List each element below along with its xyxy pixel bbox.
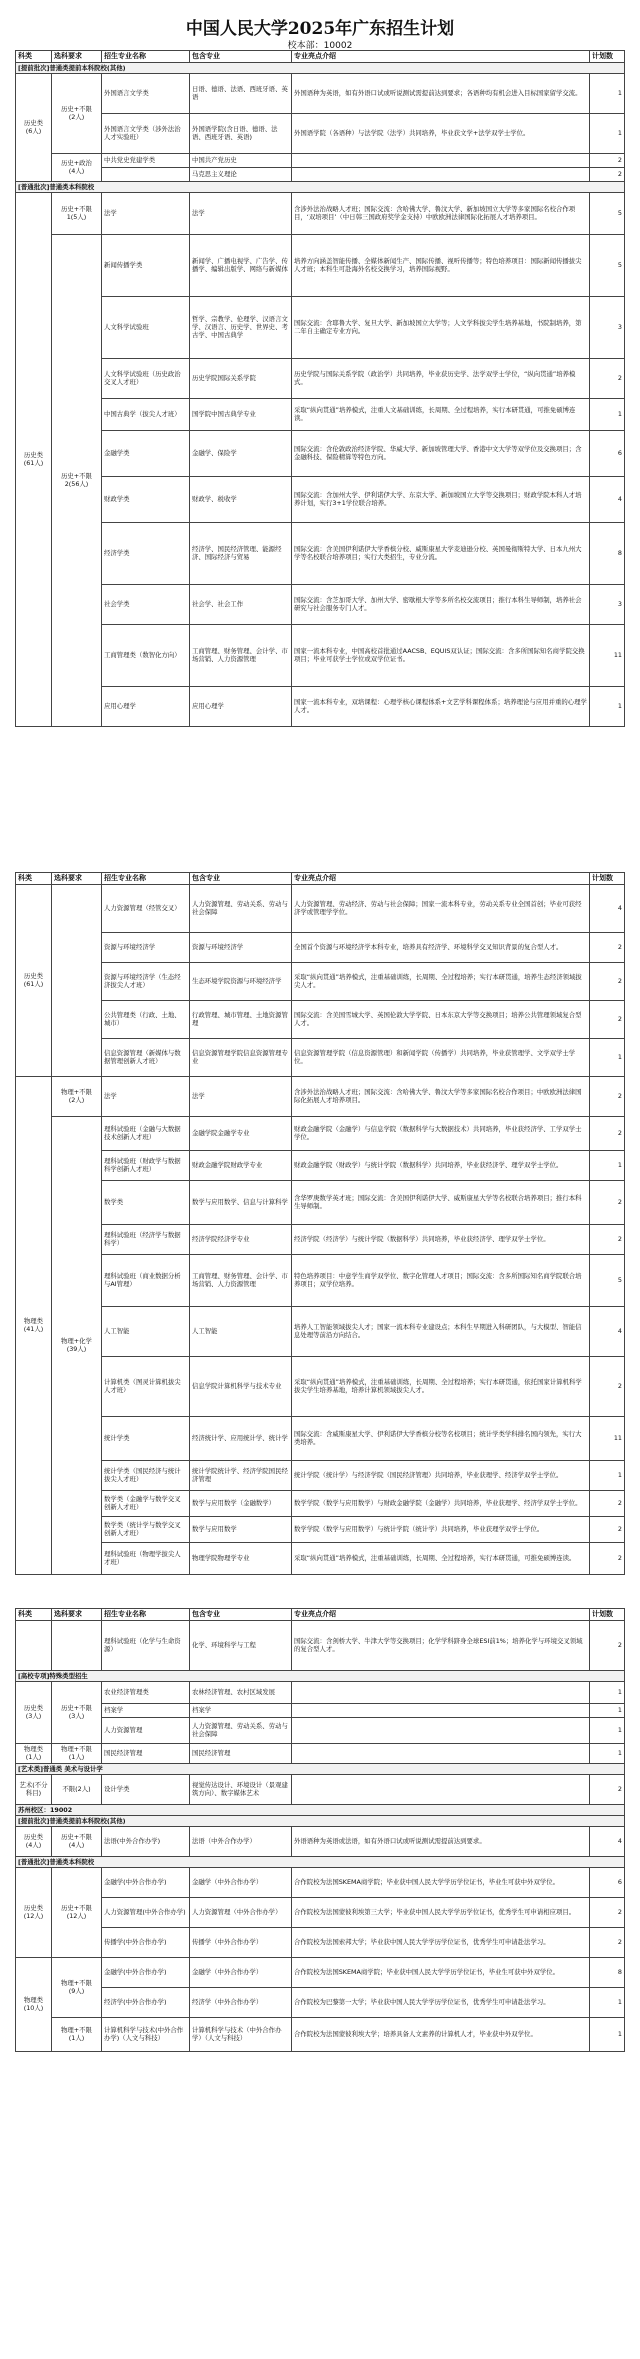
table-cell: 中共党史党建学类 — [102, 153, 190, 167]
table-cell: 1 — [590, 2017, 625, 2051]
table-cell: 特色培养项目：中意学生商学双学位、数字化管理人才项目；国际交流：含多所国际知名商学院联合培养项目；双学位培养。 — [292, 1254, 590, 1306]
campus-code: 校本部：10002 — [287, 41, 353, 51]
table-cell: 新闻学、广播电视学、广告学、传播学、编辑出版学、网络与新媒体 — [190, 234, 292, 296]
table-cell — [292, 167, 590, 181]
table-cell: 物理学院物理学专业 — [190, 1542, 292, 1574]
table-cell: 1 — [590, 1743, 625, 1763]
table-row — [16, 1743, 625, 1763]
table-cell: 应用心理学 — [190, 686, 292, 726]
table-cell: 3 — [590, 584, 625, 624]
table-cell: [普通批次]普通类本科院校 — [16, 1856, 625, 1867]
table-cell: 农林经济管理、农村区域发展 — [190, 1681, 292, 1703]
table-cell: 历史类 (61人) — [16, 192, 52, 726]
table-cell: 理科试验班（经济学与数据科学） — [102, 1224, 190, 1254]
table-cell: 采取“纵向贯通”培养模式，注重基础训练，长周期、全过程培养；实行本研贯通，培养生态经济领域拔尖人才。 — [292, 962, 590, 1000]
table-cell: 金融学(中外合作办学) — [102, 1867, 190, 1897]
table-cell: 人工智能 — [190, 1306, 292, 1356]
table-row — [16, 192, 625, 234]
table-cell: 外国语学院（各语种）与法学院（法学）共同培养，毕业获文学+法学双学士学位。 — [292, 113, 590, 153]
table-cell: 历史+不限 1(5人) — [52, 192, 102, 234]
table-cell: 信息学院计算机科学与技术专业 — [190, 1356, 292, 1416]
table-cell: 日语、德语、法语、西班牙语、英语 — [190, 73, 292, 113]
table-row — [16, 1076, 625, 1116]
table-row — [16, 1897, 625, 1927]
table-cell: 1 — [590, 73, 625, 113]
table-cell: 理科试验班（商业数据分析与AI管理） — [102, 1254, 190, 1306]
table-cell — [52, 884, 102, 1076]
table-row — [16, 153, 625, 167]
col-included: 包含专业 — [190, 51, 292, 63]
table-row — [16, 1826, 625, 1856]
table-cell: 2 — [590, 1076, 625, 1116]
table-cell: 财政学类 — [102, 476, 190, 522]
table-cell: 物理+不限 (9人) — [52, 1957, 102, 2017]
table-row — [16, 1774, 625, 1804]
table-cell — [292, 153, 590, 167]
table-cell: 1 — [590, 1150, 625, 1180]
table-cell: 采取“纵向贯通”培养模式，注重人文基础训练，长周期、全过程培养，实行本研贯通，可推免硕博连读。 — [292, 398, 590, 430]
table-cell: 历史学院国际关系学院 — [190, 358, 292, 398]
table-cell: 历史类 (6人) — [16, 73, 52, 181]
table-row — [16, 358, 625, 398]
campus-row — [16, 1804, 625, 1815]
table-cell: 国民经济管理 — [102, 1743, 190, 1763]
table-row — [16, 1490, 625, 1516]
table-cell: 化学、环境科学与工程 — [190, 1620, 292, 1670]
table-cell: 金融学（中外合作办学） — [190, 1867, 292, 1897]
table-cell — [52, 1620, 102, 1670]
table-cell: 全国首个资源与环境经济学本科专业，培养具有经济学、环境科学交叉知识背景的复合型人才。 — [292, 932, 590, 962]
table-cell: [高校专项]特殊类型招生 — [16, 1670, 625, 1681]
table-cell: 外语语种为英语或法语，如有外语口试或听说测试需提前达到要求。 — [292, 1826, 590, 1856]
table-row — [16, 624, 625, 686]
table-cell: 经济学、国民经济管理、能源经济、国际经济与贸易 — [190, 522, 292, 584]
document-title: 中国人民大学2025年广东招生计划 — [185, 19, 455, 39]
table-cell: 理科试验班（金融与大数据技术创新人才班） — [102, 1116, 190, 1150]
table-cell: 物理+化学 (39人) — [52, 1116, 102, 1574]
table-cell: 档案学 — [102, 1703, 190, 1717]
table-cell: 法学 — [102, 1076, 190, 1116]
table-cell: 应用心理学 — [102, 686, 190, 726]
table-cell: 信息资源管理学院信息资源管理专业 — [190, 1038, 292, 1076]
table-cell: 数学与应用数学、信息与计算科学 — [190, 1180, 292, 1224]
table-cell: 1 — [590, 398, 625, 430]
table-cell — [16, 1620, 52, 1670]
table-cell: 2 — [590, 1224, 625, 1254]
table-row — [16, 962, 625, 1000]
table-cell: 外国语学院(含日语、德语、法语、西班牙语、英语) — [190, 113, 292, 153]
table-cell: 合作院校为巴黎第一大学；毕业获中国人民大学学历学位证书，优秀学生可申请赴法学习。 — [292, 1987, 590, 2017]
table-cell: 历史+不限 (12人) — [52, 1867, 102, 1957]
table-cell: 历史学院与国际关系学院（政治学）共同培养，毕业获历史学、法学双学士学位，“纵向贯通”培养模式。 — [292, 358, 590, 398]
table-cell: 农业经济管理类 — [102, 1681, 190, 1703]
table-cell: 11 — [590, 624, 625, 686]
table-row — [16, 1703, 625, 1717]
table-cell: 新闻传播学类 — [102, 234, 190, 296]
table-cell: 国际交流：含美国伊利诺伊大学香槟分校、威斯康星大学麦迪逊分校、英国曼彻斯特大学、日本九州大学等名校联合培养项目；实行大类招生，专业分流。 — [292, 522, 590, 584]
table-cell: 采取“纵向贯通”培养模式，注重基础训练，长周期、全过程培养，实行本研贯通，可推免硕博连读。 — [292, 1542, 590, 1574]
table-cell: 经济学类 — [102, 522, 190, 584]
table-cell: 2 — [590, 1542, 625, 1574]
table-cell: 国际交流：含伦敦政治经济学院、华威大学、新加坡管理大学、香港中文大学等双学位及交换项目；含金融科技、保险精算等特色方向。 — [292, 430, 590, 476]
table-cell: 经济学院经济学专业 — [190, 1224, 292, 1254]
col-requirement: 选科要求 — [52, 51, 102, 63]
table-cell: 1 — [590, 686, 625, 726]
table-row — [16, 1306, 625, 1356]
table-cell: 艺术(不分科目) — [16, 1774, 52, 1804]
table-row — [16, 884, 625, 932]
table-cell: 理科试验班（物理学拔尖人才班） — [102, 1542, 190, 1574]
table-cell: 招生专业名称 — [102, 873, 190, 885]
plan-table-1 — [15, 50, 625, 727]
table-cell: 数学类 — [102, 1180, 190, 1224]
table-cell: 合作院校为法国SKEMA商学院；毕业获中国人民大学学历学位证书，毕业生可获中外双学位。 — [292, 1867, 590, 1897]
table-cell: 4 — [590, 1306, 625, 1356]
table-cell: 外国语种为英语，如有外语口试或听说测试需提前达到要求；各语种均有机会进入目标国家留学交流。 — [292, 73, 590, 113]
section-row — [16, 62, 625, 73]
table-cell: 社会学、社会工作 — [190, 584, 292, 624]
table-cell: 1 — [590, 1987, 625, 2017]
table-row — [16, 1038, 625, 1076]
table-cell: 传播学(中外合作办学) — [102, 1927, 190, 1957]
table-cell: 金融学类 — [102, 430, 190, 476]
table-cell: 1 — [590, 1681, 625, 1703]
table-cell: 物理+不限 (1人) — [52, 1743, 102, 1763]
table-cell: 人力资源管理、劳动关系、劳动与社会保障 — [190, 1717, 292, 1743]
table-cell: 人文科学试验班 — [102, 296, 190, 358]
table-cell: 历史类 (3人) — [16, 1681, 52, 1743]
table-cell: 数学与应用数学 — [190, 1516, 292, 1542]
header-row — [16, 873, 625, 885]
table-cell: 理科试验班（财政学与数据科学创新人才班） — [102, 1150, 190, 1180]
table-cell: 经济学院（经济学）与统计学院（数据科学）共同培养，毕业获经济学、理学双学士学位。 — [292, 1224, 590, 1254]
table-cell: 数学与应用数学（金融数学） — [190, 1490, 292, 1516]
table-cell: 5 — [590, 192, 625, 234]
table-cell: 经济学(中外合作办学) — [102, 1987, 190, 2017]
table-cell: 金融学(中外合作办学) — [102, 1957, 190, 1987]
table-cell: 设计学类 — [102, 1774, 190, 1804]
table-cell: 选科要求 — [52, 873, 102, 885]
table-cell: 中国古典学（拔尖人才班） — [102, 398, 190, 430]
table-cell: 视觉传达设计、环境设计（景观建筑方向）、数字媒体艺术 — [190, 1774, 292, 1804]
table-cell: 人力资源管理(中外合作办学) — [102, 1897, 190, 1927]
table-cell: 国际交流：含加州大学、伊利诺伊大学、东京大学、新加坡国立大学等交换项目；财政学院本科人才培养计划，实行3+1学位联合培养。 — [292, 476, 590, 522]
table-cell: 法语（中外合作办学） — [190, 1826, 292, 1856]
table-cell: 2 — [590, 358, 625, 398]
table-cell: 传播学（中外合作办学） — [190, 1927, 292, 1957]
table-row — [16, 1957, 625, 1987]
table-cell: 采取“纵向贯通”培养模式，注重基础训练，长周期、全过程培养；实行本研贯通，依托国家计算机科学拔尖学生培养基地，培养计算机领域拔尖人才。 — [292, 1356, 590, 1416]
table-cell: 1 — [590, 1717, 625, 1743]
section-row — [16, 181, 625, 192]
table-cell: 2 — [590, 962, 625, 1000]
table-cell: 8 — [590, 522, 625, 584]
table-cell: 物理类 (41人) — [16, 1076, 52, 1574]
table-cell — [292, 1703, 590, 1717]
table-cell: 历史类 (61人) — [16, 884, 52, 1076]
table-cell: [提前批次]普通类提前本科院校(其他) — [16, 62, 625, 73]
table-cell: 4 — [590, 476, 625, 522]
table-cell: 1 — [590, 1038, 625, 1076]
table-cell — [292, 1774, 590, 1804]
table-cell: 2 — [590, 1516, 625, 1542]
table-cell: 合作院校为法国SKEMA商学院；毕业获中国人民大学学历学位证书，毕业生可获中外双学位。 — [292, 1957, 590, 1987]
table-row — [16, 1254, 625, 1306]
table-cell: 历史+政治 (4人) — [52, 153, 102, 181]
table-row — [16, 430, 625, 476]
table-cell: [普通批次]普通类本科院校 — [16, 181, 625, 192]
table-cell: 金融学、保险学 — [190, 430, 292, 476]
table-cell: 历史+不限 (2人) — [52, 73, 102, 153]
table-cell: [艺术类]普通类 美术与设计学 — [16, 1763, 625, 1774]
table-cell — [292, 1681, 590, 1703]
table-cell: 档案学 — [190, 1703, 292, 1717]
table-cell: 专业亮点介绍 — [292, 873, 590, 885]
table-cell: 财政金融学院（金融学）与信息学院（数据科学与大数据技术）共同培养，毕业获经济学、工学双学士学位。 — [292, 1116, 590, 1150]
table-cell: 2 — [590, 153, 625, 167]
table-cell: 含华罗庚数学英才班；国际交流：含美国伊利诺伊大学、威斯康星大学等名校联合培养项目；推行本科生导师制。 — [292, 1180, 590, 1224]
table-cell: 专业亮点介绍 — [292, 1609, 590, 1621]
table-cell: 财政金融学院财政学专业 — [190, 1150, 292, 1180]
table-cell: 计划数 — [590, 1609, 625, 1621]
table-cell: 国际交流：含美国雪城大学、英国伦敦大学学院、日本东京大学等交换项目；培养公共管理领域复合型人才。 — [292, 1000, 590, 1038]
col-quota: 计划数 — [590, 51, 625, 63]
table-cell: 外国语言文学类 — [102, 73, 190, 113]
table-cell: 3 — [590, 296, 625, 358]
table-cell: 物理类 (10人) — [16, 1957, 52, 2051]
table-row — [16, 1681, 625, 1703]
table-cell: 2 — [590, 167, 625, 181]
table-cell: 社会学类 — [102, 584, 190, 624]
table-cell: 资源与环境经济学 — [102, 932, 190, 962]
table-cell: 人工智能 — [102, 1306, 190, 1356]
table-cell: 培养人工智能领域拔尖人才；国家一流本科专业建设点；本科生早期进入科研团队，与大模型、智能信息处理等前沿方向结合。 — [292, 1306, 590, 1356]
table-cell: 包含专业 — [190, 873, 292, 885]
table-cell: 合作院校为法国蒙彼利埃大学；培养具备人文素养的计算机人才，毕业获中外双学位。 — [292, 2017, 590, 2051]
table-cell: 统计学院（统计学）与经济学院（国民经济管理）共同培养，毕业获理学、经济学双学士学位。 — [292, 1460, 590, 1490]
table-cell: 2 — [590, 1897, 625, 1927]
table-cell: 合作院校为法国蒙彼利埃第三大学；毕业获中国人民大学学历学位证书，优秀学生可申请相应项目。 — [292, 1897, 590, 1927]
table-cell: 含涉外法治战略人才班；国际交流：含哈佛大学、鲁汶大学、新加坡国立大学等多家国际名校合作项目，‘双培项目’（中日韩三国政府奖学金支持）中欧欧洲法律国际化拓展人才培养项目。 — [292, 192, 590, 234]
header-row — [16, 51, 625, 63]
table-cell: 含涉外法治战略人才班；国际交流：含哈佛大学、鲁汶大学等多家国际名校合作项目；中欧欧洲法律国际化拓展人才培养项目。 — [292, 1076, 590, 1116]
table-cell: 法学 — [102, 192, 190, 234]
table-cell: 1 — [590, 1460, 625, 1490]
table-row — [16, 1620, 625, 1670]
table-cell: 2 — [590, 1180, 625, 1224]
table-cell: 计算机科学与技术（中外合作办学）（人文与科技） — [190, 2017, 292, 2051]
table-cell: 国民经济管理 — [190, 1743, 292, 1763]
table-cell: 工商管理、财务管理、会计学、市场营销、人力资源管理 — [190, 1254, 292, 1306]
table-cell: 人文科学试验班（历史政治交叉人才班） — [102, 358, 190, 398]
table-row — [16, 1356, 625, 1416]
table-row — [16, 113, 625, 153]
table-cell: 计算机科学与技术(中外合作办学)（人文与科技） — [102, 2017, 190, 2051]
table-cell: 5 — [590, 1254, 625, 1306]
table-cell: 统计学院统计学、经济学院国民经济管理 — [190, 1460, 292, 1490]
table-cell: 包含专业 — [190, 1609, 292, 1621]
table-cell: 人力资源管理、劳动关系、劳动与社会保障 — [190, 884, 292, 932]
table-cell: 2 — [590, 1356, 625, 1416]
section-row — [16, 1763, 625, 1774]
table-cell: 工商管理、财务管理、会计学、市场营销、人力资源管理 — [190, 624, 292, 686]
table-cell: 数学类（统计学与数学交叉创新人才班） — [102, 1516, 190, 1542]
table-cell: 统计学类（国民经济与统计拔尖人才班） — [102, 1460, 190, 1490]
table-cell: 招生专业名称 — [102, 1609, 190, 1621]
table-cell: 11 — [590, 1416, 625, 1460]
table-cell: 生态环境学院资源与环境经济学 — [190, 962, 292, 1000]
table-cell: 行政管理、城市管理、土地资源管理 — [190, 1000, 292, 1038]
table-cell: 1 — [590, 113, 625, 153]
table-cell: 2 — [590, 1490, 625, 1516]
plan-table-2 — [15, 872, 625, 1575]
table-row — [16, 1717, 625, 1743]
table-row — [16, 1867, 625, 1897]
table-cell: 金融学院金融学专业 — [190, 1116, 292, 1150]
section-row — [16, 1856, 625, 1867]
table-cell: 金融学（中外合作办学） — [190, 1957, 292, 1987]
table-cell: 国家一流本科专业，双培课程：心理学核心课程体系+文艺学科课程体系；培养理论与应用并重的心理学人才。 — [292, 686, 590, 726]
table-cell: 4 — [590, 1826, 625, 1856]
table-cell: 物理类 (1人) — [16, 1743, 52, 1763]
table-cell: 国学院中国古典学专业 — [190, 398, 292, 430]
table-cell: 8 — [590, 1957, 625, 1987]
table-cell: 2 — [590, 1000, 625, 1038]
table-row — [16, 1416, 625, 1460]
table-cell: 信息资源管理学院（信息资源管理）和新闻学院（传播学）共同培养，毕业获管理学、文学双学士学位。 — [292, 1038, 590, 1076]
table-cell: 数学学院（数学与应用数学）与财政金融学院（金融学）共同培养，毕业获理学、经济学双学士学位。 — [292, 1490, 590, 1516]
table-row — [16, 296, 625, 358]
table-cell: 法学 — [190, 192, 292, 234]
table-cell: 经济学（中外合作办学） — [190, 1987, 292, 2017]
table-cell — [102, 167, 190, 181]
table-cell: 数学类（金融学与数学交叉创新人才班） — [102, 1490, 190, 1516]
table-cell: 法学 — [190, 1076, 292, 1116]
table-cell: 人力资源管理（中外合作办学） — [190, 1897, 292, 1927]
table-row — [16, 1927, 625, 1957]
table-cell: 历史类 (12人) — [16, 1867, 52, 1957]
table-cell: 物理+不限 (1人) — [52, 2017, 102, 2051]
table-row — [16, 73, 625, 113]
table-row — [16, 2017, 625, 2051]
table-cell: 经济统计学、应用统计学、统计学 — [190, 1416, 292, 1460]
table-row — [16, 1516, 625, 1542]
table-cell — [292, 1717, 590, 1743]
table-row — [16, 1987, 625, 2017]
table-cell: 物理+不限 (2人) — [52, 1076, 102, 1116]
table-cell: 哲学、宗教学、伦理学、汉语言文学、汉语言、历史学、世界史、考古学、中国古典学 — [190, 296, 292, 358]
table-cell: 资源与环境经济学（生态经济拔尖人才班） — [102, 962, 190, 1000]
table-cell: 财政学、税收学 — [190, 476, 292, 522]
table-row — [16, 1180, 625, 1224]
table-cell: 2 — [590, 1927, 625, 1957]
table-row — [16, 1460, 625, 1490]
table-cell: 苏州校区：19002 — [16, 1804, 625, 1815]
table-cell: 国际交流：含芝加哥大学、加州大学、密歇根大学等多所名校交流项目；推行本科生导师制，培养社会研究与社会服务专门人才。 — [292, 584, 590, 624]
table-cell — [292, 1743, 590, 1763]
table-row — [16, 584, 625, 624]
table-row — [16, 398, 625, 430]
table-cell: 1 — [590, 1703, 625, 1717]
col-subject: 科类 — [16, 51, 52, 63]
table-cell: 5 — [590, 234, 625, 296]
table-row — [16, 522, 625, 584]
table-cell: 历史+不限 (3人) — [52, 1681, 102, 1743]
table-cell: 资源与环境经济学 — [190, 932, 292, 962]
table-cell: 公共管理类（行政、土地、城市） — [102, 1000, 190, 1038]
table-cell: 中国共产党历史 — [190, 153, 292, 167]
table-row — [16, 1000, 625, 1038]
table-cell: 4 — [590, 884, 625, 932]
table-cell: 数学学院（数学与应用数学）与统计学院（统计学）共同培养，毕业获理学双学士学位。 — [292, 1516, 590, 1542]
section-row — [16, 1815, 625, 1826]
table-cell: 2 — [590, 1116, 625, 1150]
table-cell: 历史类 (4人) — [16, 1826, 52, 1856]
col-major-name: 招生专业名称 — [102, 51, 190, 63]
table-row — [16, 1542, 625, 1574]
table-row — [16, 686, 625, 726]
table-cell: 国际交流：含耶鲁大学、复旦大学、新加坡国立大学等；人文学科拔尖学生培养基地，书院制培养，第二年自主确定专业方向。 — [292, 296, 590, 358]
header-row — [16, 1609, 625, 1621]
table-row — [16, 932, 625, 962]
table-cell: 历史+不限 (4人) — [52, 1826, 102, 1856]
table-cell: 培养方向涵盖智能传播、全媒体新闻生产、国际传播、视听传播等；特色培养项目：国际新闻传播拔尖人才班；本科生可赴海外名校交换学习，培养国际视野。 — [292, 234, 590, 296]
table-cell: 法语(中外合作办学) — [102, 1826, 190, 1856]
table-cell: 计划数 — [590, 873, 625, 885]
table-cell: 信息资源管理（新媒体与数据管理创新人才班） — [102, 1038, 190, 1076]
table-cell: 6 — [590, 430, 625, 476]
table-cell: 2 — [590, 1774, 625, 1804]
table-row — [16, 1224, 625, 1254]
section-row — [16, 1670, 625, 1681]
table-cell: 工商管理类（数智化方向） — [102, 624, 190, 686]
table-cell: 人力资源管理、劳动经济、劳动与社会保障；国家一流本科专业，劳动关系专业全国首创；毕业可获经济学或管理学学位。 — [292, 884, 590, 932]
table-row — [16, 476, 625, 522]
table-cell: 2 — [590, 932, 625, 962]
table-cell: 历史+不限 2(56人) — [52, 234, 102, 726]
table-cell: 财政金融学院（财政学）与统计学院（数据科学）共同培养，毕业获经济学、理学双学士学位。 — [292, 1150, 590, 1180]
table-cell: 合作院校为法国索邦大学；毕业获中国人民大学学历学位证书，优秀学生可申请赴法学习。 — [292, 1927, 590, 1957]
table-cell: 科类 — [16, 1609, 52, 1621]
table-cell: 选科要求 — [52, 1609, 102, 1621]
table-cell: 国家一流本科专业，中国高校首批通过AACSB、EQUIS双认证；国际交流：含多所国际知名商学院交换项目；毕业可获学士学位或双学位证书。 — [292, 624, 590, 686]
table-cell: 国际交流：含威斯康星大学、伊利诺伊大学香槟分校等名校项目；统计学类学科排名国内领先，实行大类培养。 — [292, 1416, 590, 1460]
table-cell: 人力资源管理（经管交叉） — [102, 884, 190, 932]
table-cell: 统计学类 — [102, 1416, 190, 1460]
table-cell: 计算机类（图灵计算机拔尖人才班） — [102, 1356, 190, 1416]
col-highlights: 专业亮点介绍 — [292, 51, 590, 63]
table-cell: 理科试验班（化学与生命资源） — [102, 1620, 190, 1670]
table-cell: 科类 — [16, 873, 52, 885]
table-cell: 马克思主义理论 — [190, 167, 292, 181]
table-cell: [提前批次]普通类提前本科院校(其他) — [16, 1815, 625, 1826]
table-cell: 不限(2人) — [52, 1774, 102, 1804]
plan-table-3 — [15, 1608, 625, 2052]
table-cell: 6 — [590, 1867, 625, 1897]
table-row — [16, 1116, 625, 1150]
table-cell: 人力资源管理 — [102, 1717, 190, 1743]
table-row — [16, 167, 625, 181]
table-cell: 外国语言文学类（涉外法治人才实验班） — [102, 113, 190, 153]
table-cell: 国际交流：含剑桥大学、牛津大学等交换项目；化学学科跻身全球ESI前1%；培养化学与环境交叉领域的复合型人才。 — [292, 1620, 590, 1670]
table-row — [16, 234, 625, 296]
table-cell: 2 — [590, 1620, 625, 1670]
table-row — [16, 1150, 625, 1180]
